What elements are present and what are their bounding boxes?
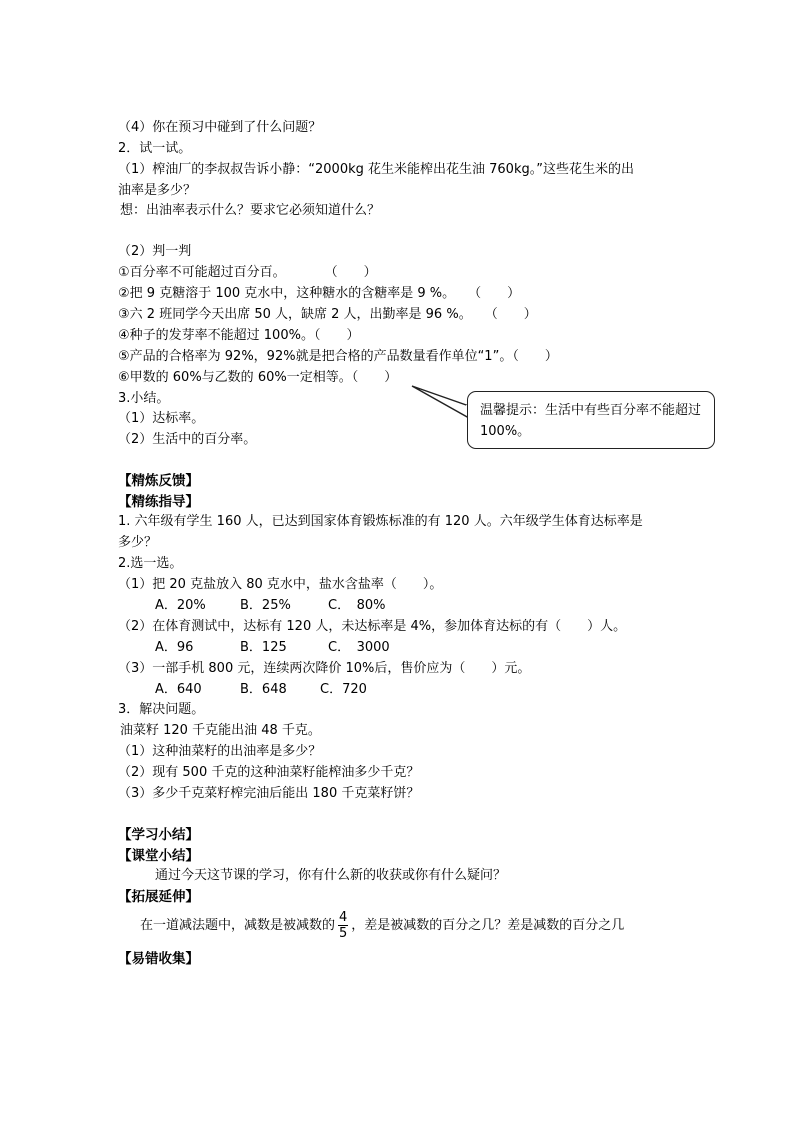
preview-question-4: （4）你在预习中碰到了什么问题？ <box>118 120 322 135</box>
fraction-numerator: 4 <box>339 910 348 925</box>
class-summary-heading: 【课堂小结】 <box>118 848 199 864</box>
choice-option: B．125 <box>240 640 287 655</box>
extend-text-before: 在一道减法题中，减数是被减数的 <box>140 918 336 933</box>
solve-item: （1）这种油菜籽的出油率是多少？ <box>118 744 322 759</box>
fraction-denominator: 5 <box>339 926 348 941</box>
solve-item: （2）现有 500 千克的这种油菜籽能榨油多少千克？ <box>118 765 420 780</box>
try-problem-1-line-2: 油率是多少？ <box>118 183 197 198</box>
judge-item: ③六 2 班同学今天出席 50 人，缺席 2 人，出勤率是 96 %。 （ ） <box>118 307 537 322</box>
tip-callout-text: 温馨提示：生活中有些百分率不能超过 100%。 <box>480 403 702 439</box>
try-problem-hint: 想：出油率表示什么？要求它必须知道什么？ <box>120 203 381 218</box>
choice-options <box>155 639 390 657</box>
mistakes-heading: 【易错收集】 <box>118 951 199 967</box>
choice-option: C． 3000 <box>328 640 390 655</box>
judge-item: ①百分率不可能超过百分百。 （ ） <box>118 265 377 280</box>
extend-question <box>140 909 624 943</box>
try-problem-1-line-1: （1）榨油厂的李叔叔告诉小静：“2000kg 花生米能榨出花生油 760kg。”这些花生米的出 <box>118 162 634 177</box>
judge-item: ⑥甲数的 60%与乙数的 60%一定相等。（ ） <box>118 370 398 385</box>
tip-callout <box>467 391 715 449</box>
choice-options <box>155 681 367 699</box>
summary-item: （2）生活中的百分率。 <box>118 432 257 447</box>
judge-item: ⑤产品的合格率为 92%，92%就是把合格的产品数量看作单位“1”。（ ） <box>118 349 558 364</box>
choice-question: （1）把 20 克盐放入 80 克水中，盐水含盐率（ ）。 <box>118 577 443 592</box>
judge-heading: （2）判一判 <box>118 244 192 259</box>
practice-q1-line-2: 多少？ <box>118 535 158 550</box>
choice-heading: 2.选一选。 <box>118 556 183 571</box>
choice-option: B．25% <box>240 598 291 613</box>
class-summary-text: 通过今天这节课的学习，你有什么新的收获或你有什么疑问？ <box>155 868 507 883</box>
choice-option: A．20% <box>155 598 206 613</box>
practice-subheading: 【精练指导】 <box>118 494 199 510</box>
solve-heading: 3．解决问题。 <box>118 702 205 717</box>
choice-option: A．96 <box>155 640 194 655</box>
fraction <box>338 910 348 941</box>
choice-option: C． 80% <box>328 598 386 613</box>
solve-item: （3）多少千克菜籽榨完油后能出 180 千克菜籽饼？ <box>118 786 420 801</box>
summary-item: （1）达标率。 <box>118 411 205 426</box>
try-section-heading: 2．试一试。 <box>118 141 192 156</box>
judge-item: ②把 9 克糖溶于 100 克水中，这种糖水的含糖率是 9 %。 （ ） <box>118 286 521 301</box>
choice-option: B．648 <box>240 682 287 697</box>
judge-item: ④种子的发芽率不能超过 100%。（ ） <box>118 328 360 343</box>
practice-q1-line-1: 1. 六年级有学生 160 人，已达到国家体育锻炼标准的有 120 人。六年级学生体育达标率是 <box>118 514 643 529</box>
solve-intro: 油菜籽 120 千克能出油 48 千克。 <box>120 723 321 738</box>
extend-heading: 【拓展延伸】 <box>118 889 199 905</box>
extend-text-after: ，差是被减数的百分之几？差是减数的百分之几 <box>351 918 625 933</box>
choice-option: A．640 <box>155 682 202 697</box>
summary-heading: 3.小结。 <box>118 391 170 406</box>
choice-question: （2）在体育测试中，达标有 120 人，未达标率是 4%，参加体育达标的有（ ）人。 <box>118 619 627 634</box>
choice-options <box>155 597 385 615</box>
choice-question: （3）一部手机 800 元，连续两次降价 10%后，售价应为（ ）元。 <box>118 661 531 676</box>
choice-option: C．720 <box>320 682 367 697</box>
study-summary-heading: 【学习小结】 <box>118 827 199 843</box>
practice-heading: 【精炼反馈】 <box>118 473 199 489</box>
